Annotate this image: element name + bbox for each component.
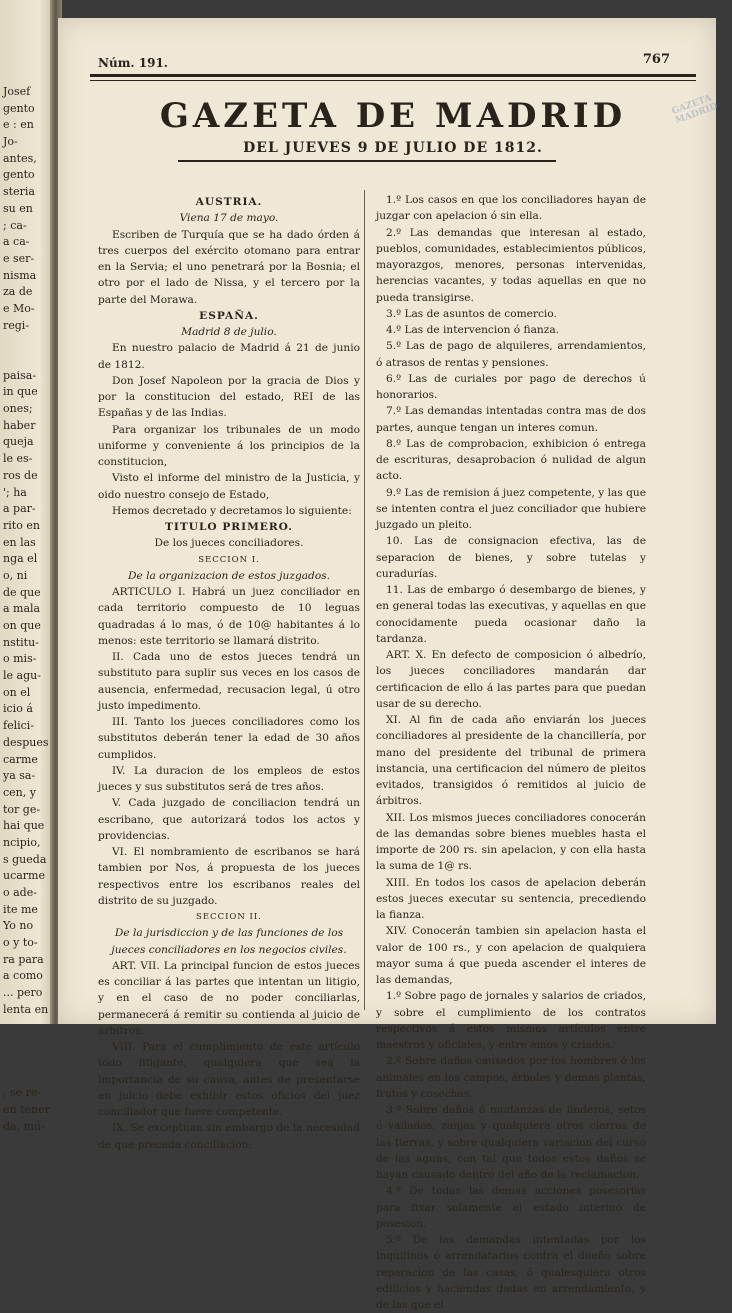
facing-page-line: e : en [3,118,34,132]
list-item: 4.º De todas las demas acciones posesorias para fixar solamente el estado interino de posesion. [376,1185,646,1230]
facing-page-line: ros de [3,468,38,482]
list-item: 11. Las de embargo ó desembargo de bienes, y en general todas las executivas, y aquellas en que conocidamente pueda ocasionar daño la tardanza. [376,584,646,645]
facing-page-line: su en [3,201,33,215]
facing-page-line: e ser- [3,251,35,265]
facing-page-line [3,1069,56,1086]
facing-page-line: steria [3,185,35,199]
list-item: 1.º Los casos en que los conciliadores hayan de juzgar con apelacion ó sin ella. [376,194,646,223]
masthead-title: GAZETA DE MADRID [159,96,627,136]
newspaper-page [58,18,716,1311]
facing-page-line [3,1052,56,1069]
list-item: 4.º Las de intervencion ó fianza. [386,324,560,336]
facing-page-line: o y to- [3,936,38,950]
article: XII. Los mismos jueces conciliadores conocerán de las demandas sobre bienes muebles hasta el importe de 200 rs. sin apelacion, y con ella hasta la suma de 1@ rs. [376,811,646,873]
list-item: 3.º Las de asuntos de comercio. [386,307,557,320]
dateline: DEL JUEVES 9 DE JULIO DE 1812. [243,140,543,156]
facing-page-line: despues [3,735,49,749]
article: XI. Al fin de cada año enviarán los jueces conciliadores al presidente de la chancillería, por mano del presidente del tribunal de primera instancia, una certificacion del número de pleitos evitados, transigidos ó remitidos al juicio de árbitros. [376,714,646,808]
paragraph: Para organizar los tribunales de un modo uniforme y conveniente á los principios de la constitucion, [98,423,360,468]
facing-page-line: felici- [3,719,35,733]
paragraph: Escriben de Turquía que se ha dado órden á tres cuerpos del exército otomano para entrar en la Servia; el uno penetrará por la Bosnia; el otro por el lado de Nissa, y el tercero por la parte del Morawa. [98,228,360,306]
title-heading: TITULO PRIMERO. [165,521,293,533]
facing-page-line: hai que [3,819,45,833]
facing-page-line: ncipio, [3,835,41,849]
facing-page-line: ucarme [3,869,46,883]
facing-page-line: en las [3,535,36,549]
facing-page-line [3,1035,56,1052]
dateline-rule [178,160,556,162]
section-title: De la organizacion de estos juzgados. [127,569,331,582]
facing-page-line: za de [3,285,33,299]
facing-page-line: o mis- [3,652,37,666]
facing-page-line: le agu- [3,669,41,683]
facing-page-line: de que [3,585,41,599]
facing-page-line: '; ha [3,485,27,499]
facing-page-line: a par- [3,502,36,516]
facing-page-line: in que [3,385,38,399]
facing-page-line: , se re- [3,1086,42,1100]
facing-page-line: tor ge- [3,802,41,816]
facing-page-line: regi- [3,318,30,332]
facing-page-line: Josef [3,85,31,98]
header-rule-thin [90,80,696,81]
article: III. Tanto los jueces conciliadores como los substitutos deberán tener la edad de 30 años cumplidos. [98,716,360,761]
facing-page-line: lenta en [3,1002,49,1016]
list-item: 3.º Sobre daños ó mudanzas de linderos, setos ó vallados, zanjas y qualquiera otros cierros de las tierras, y sobre qualquiera variacion del curso de las aguas, con tal que todos estos daños se hayan causado dentro del año de la reclamacion. [376,1104,646,1181]
facing-page-line: antes, [3,151,37,165]
section-heading-spain: ESPAÑA. [199,309,259,322]
title-subheading: De los jueces conciliadores. [154,537,304,550]
list-item: 8.º Las de comprobacion, exhibicion ó entrega de escrituras, desaprobacion ó nulidad de algun acto. [376,437,646,483]
list-item: 5.º De las demandas intentadas por los inquilinos ó arrendatarios contra el dueño sobre reparacion de las casas, ó qualesquiera otros edificios y haciendas dadas en arrendamiento, y de las que el [376,1234,646,1311]
page-number: 767 [642,52,670,67]
facing-page-line: gento [3,101,35,115]
facing-page-line: e Mo- [3,301,35,315]
paragraph: Hemos decretado y decretamos lo siguiente: [112,504,352,517]
list-item: 5.º Las de pago de alquileres, arrendamientos, ó atrasos de rentas y pensiones. [376,340,646,369]
paragraph: En nuestro palacio de Madrid á 21 de junio de 1812. [98,342,360,371]
list-item: 7.º Las demandas intentadas contra mas de dos partes, aunque tengan un interes comun. [376,405,646,434]
article: V. Cada juzgado de conciliacion tendrá un escribano, que autorizará todos los actos y providencias. [98,797,360,842]
issue-number: Núm. 191. [98,56,168,70]
column-left [98,194,360,1153]
list-item: 6.º Las de curiales por pago de derechos ú honorarios. [376,372,646,401]
facing-page [0,0,56,1133]
article: VI. El nombramiento de escribanos se hará tambien por Nos, á propuesta de los jueces respectivos entre los escribanos reales del distrito de su juzgado. [98,846,360,907]
facing-page-line: Yo no [3,919,34,933]
facing-page-text [0,0,56,1135]
facing-page-line: da, mú- [3,1119,45,1133]
facing-page-line: on el [3,685,31,699]
paragraph: Don Josef Napoleon por la gracia de Dios y por la constitucion del estado, REI de las Españas y de las Indias. [98,374,360,420]
list-item: 2.º Las demandas que interesan al estado, pueblos, comunidades, establecimientos públicos, mayorazgos, menores, personas intervenidas, herencias vacantes, y todas aquellas en que no pueda transigirse. [376,226,646,304]
facing-page-line: queja [3,435,34,449]
header-rule [90,74,696,77]
facing-page-line: en tener [3,1102,50,1116]
column-divider [364,190,365,1010]
facing-page-line: paisa- [3,368,37,382]
facing-page-line: on que [3,619,41,632]
dateline-vienna: Viena 17 de mayo. [179,212,279,225]
dateline-madrid: Madrid 8 de julio. [181,326,277,338]
facing-page-line [3,351,56,368]
facing-page-line: ite me [3,902,38,916]
facing-page-line: a como [3,969,43,983]
article: ARTICULO I. Habrá un juez conciliador en cada territorio compuesto de 10 leguas quadradas á lo mas, ó de 10@ habitantes á lo menos: este territorio se llamará distrito. [98,586,360,647]
paragraph: Visto el informe del ministro de la Justicia, y oido nuestro consejo de Estado, [98,472,360,501]
section-heading-austria: AUSTRIA. [195,196,263,208]
facing-page-line: nisma [3,268,37,282]
list-item: 2.º Sobre daños causados por los hombres ó los animales en los campos, árboles y demas plantas, frutos y cosechas. [376,1055,646,1100]
facing-page-line [3,1019,56,1036]
section-title: De la jurisdiccion y de las funciones de los jueces conciliadores en los negocios civiles. [111,927,347,956]
list-item: 10. Las de consignacion efectiva, las de separacion de bienes, y sobre tutelas y curadurías. [376,535,646,580]
article: VIII. Para el cumplimiento de este artículo todo litigante, qualquiera que sea la importancia de su causa, antes de presentarse en juicio debe exhibir estos oficios del juez conciliador que fuere competente. [98,1041,360,1118]
article: II. Cada uno de estos jueces tendrá un substituto para suplir sus veces en los casos de ausencia, enfermedad, recusacion legal, ú otro justo impedimento. [98,651,360,712]
facing-page-line: gento [3,168,35,182]
list-item: 9.º Las de remision á juez competente, y las que se intenten contra el juez conciliador que hubiere juzgado un pleito. [376,486,646,531]
facing-page-line [3,334,56,351]
facing-page-line: carme [3,752,38,766]
facing-page-line: a ca- [3,235,30,249]
article: IX. Se exceptuan sin embargo de la necesidad de que preceda conciliacion: [98,1122,360,1151]
article: XIV. Conocerán tambien sin apelacion hasta el valor de 100 rs., y con apelacion de qualquiera mayor suma á que pueda ascender el interes de las demandas, [376,925,646,986]
facing-page-line: ra para [3,952,44,966]
article: IV. La duracion de los empleos de estos jueces y sus substitutos será de tres años. [98,764,360,793]
facing-page-line: icio á [3,702,33,716]
article: ART. X. En defecto de composicion ó albedrío, los jueces conciliadores mandarán dar certificacion de ello á las partes para que puedan usar de su derecho. [376,649,646,710]
facing-page-line: o ade- [3,886,37,899]
facing-page-line: nga el [3,552,38,566]
section-label: SECCION I. [198,554,260,565]
facing-page-line: rito en [3,518,40,532]
facing-page-line: cen, y [3,785,36,799]
facing-page-line: Jo- [3,135,18,149]
facing-page-line: ; ca- [3,218,27,232]
section-label: SECCION II. [196,912,262,922]
article: XIII. En todos los casos de apelacion deberán estos jueces executar su sentencia, precediendo la fianza. [376,876,646,921]
facing-page-line: ya sa- [3,769,36,783]
facing-page-line: s gueda [3,852,47,866]
facing-page-line: ones; [3,402,33,416]
library-stamp: GAZETA MADRID [670,93,720,127]
facing-page-line: nstitu- [3,635,39,649]
facing-page-line: ... pero [3,986,43,1000]
facing-page-line: a mala [3,602,41,616]
facing-page-line: haber [3,418,36,432]
article: ART. VII. La principal funcion de estos jueces es conciliar á las partes que intentan un litigio, y en el caso de no poder conciliarlas, permanecerá á remitir su contienda al juicio de árbitros. [98,959,360,1037]
column-right [376,192,646,1313]
facing-page-line: o, ni [3,568,28,582]
facing-page-line: le es- [3,452,33,466]
list-item: 1.º Sobre pago de jornales y salarios de criados, y sobre el cumplimiento de los contratos respectivos á estos mismos artículos entre maestros y oficiales, y entre amos y criados. [376,990,646,1051]
